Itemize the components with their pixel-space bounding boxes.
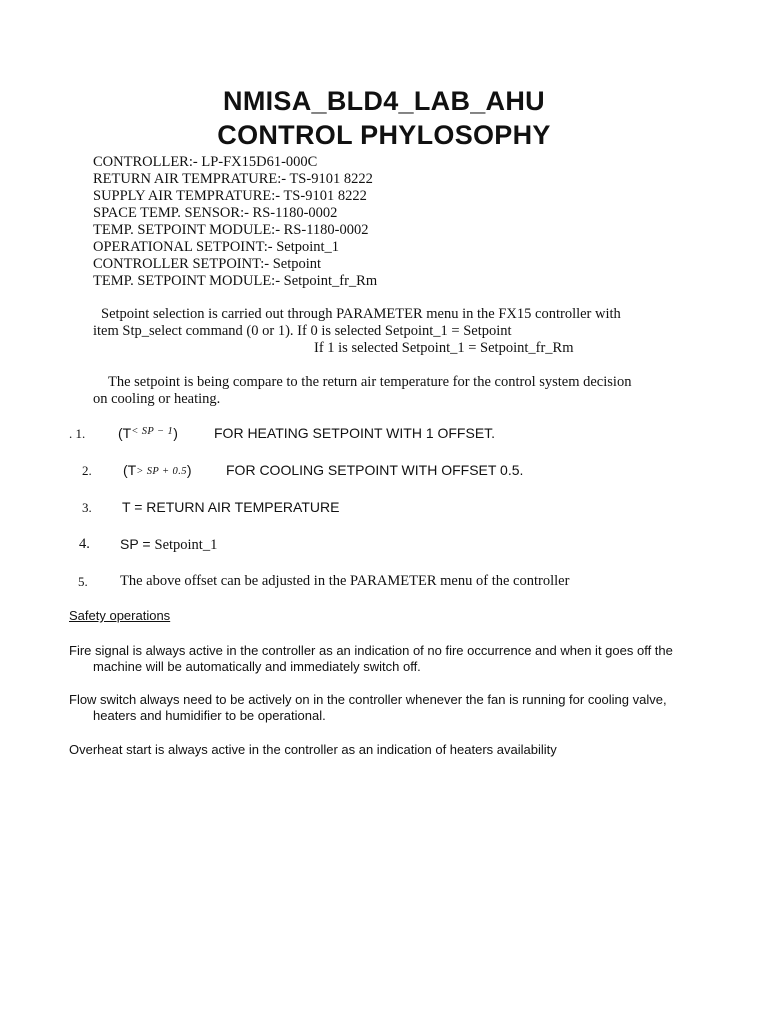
overheat-line: Overheat start is always active in the controller as an indication of heaters availability [69, 742, 557, 757]
cooling-formula: > SP + 0.5 [136, 466, 187, 477]
list-item-4-label: SP = [120, 536, 151, 552]
list-item-2-text: FOR COOLING SETPOINT WITH OFFSET 0.5. [226, 462, 524, 478]
document-title-line-1: NMISA_BLD4_LAB_AHU [223, 86, 545, 116]
list-number-2: 2. [82, 463, 92, 478]
info-temp-setpoint-module: TEMP. SETPOINT MODULE:- RS-1180-0002 [93, 222, 369, 238]
info-space-temp-sensor: SPACE TEMP. SENSOR:- RS-1180-0002 [93, 205, 338, 221]
compare-line-2: on cooling or heating. [93, 391, 221, 407]
list-item-4-value: Setpoint_1 [154, 537, 218, 553]
list-number-4: 4. [79, 536, 90, 552]
info-controller: CONTROLLER:- LP-FX15D61-000C [93, 154, 318, 170]
list-number-5: 5. [78, 574, 88, 589]
info-temp-setpoint-module-2: TEMP. SETPOINT MODULE:- Setpoint_fr_Rm [93, 273, 378, 289]
list-item-1-text: FOR HEATING SETPOINT WITH 1 OFFSET. [214, 425, 496, 441]
list-item-1-suffix: ) [173, 425, 178, 441]
list-item-5-text: The above offset can be adjusted in the PARAMETER menu of the controller [120, 573, 570, 589]
fire-signal-line-2: machine will be automatically and immediately switch off. [93, 659, 421, 674]
info-supply-air-temp: SUPPLY AIR TEMPRATURE:- TS-9101 8222 [93, 188, 367, 204]
heating-formula: < SP − 1 [131, 426, 174, 437]
list-item-3-text: T = RETURN AIR TEMPERATURE [122, 499, 340, 515]
list-item-2-prefix: (T [123, 462, 137, 478]
info-controller-setpoint: CONTROLLER SETPOINT:- Setpoint [93, 256, 322, 272]
list-item-4 [120, 536, 217, 554]
list-item-2-suffix: ) [186, 462, 192, 478]
list-item-2 [123, 462, 192, 478]
document-title-line-2: CONTROL PHYLOSOPHY [217, 120, 551, 150]
setpoint-line-1: Setpoint selection is carried out through PARAMETER menu in the FX15 controller with [101, 306, 621, 322]
compare-line-1: The setpoint is being compare to the return air temperature for the control system decision [108, 374, 632, 390]
setpoint-line-2: item Stp_select command (0 or 1). If 0 is selected Setpoint_1 = Setpoint [93, 323, 512, 339]
info-operational-setpoint: OPERATIONAL SETPOINT:- Setpoint_1 [93, 239, 340, 255]
setpoint-line-3: If 1 is selected Setpoint_1 = Setpoint_fr_Rm [314, 340, 574, 356]
safety-operations-heading: Safety operations [69, 608, 171, 623]
fire-signal-line-1: Fire signal is always active in the controller as an indication of no fire occurrence and when it goes off the [69, 643, 673, 658]
list-number-1: . 1. [69, 426, 86, 441]
flow-switch-line-1: Flow switch always need to be actively on in the controller whenever the fan is running for cooling valve, [69, 692, 667, 707]
list-item-1 [118, 425, 178, 441]
info-return-air-temp: RETURN AIR TEMPRATURE:- TS-9101 8222 [93, 171, 373, 187]
list-number-3: 3. [82, 500, 92, 515]
list-item-1-prefix: (T [118, 425, 132, 441]
flow-switch-line-2: heaters and humidifier to be operational. [93, 708, 326, 723]
